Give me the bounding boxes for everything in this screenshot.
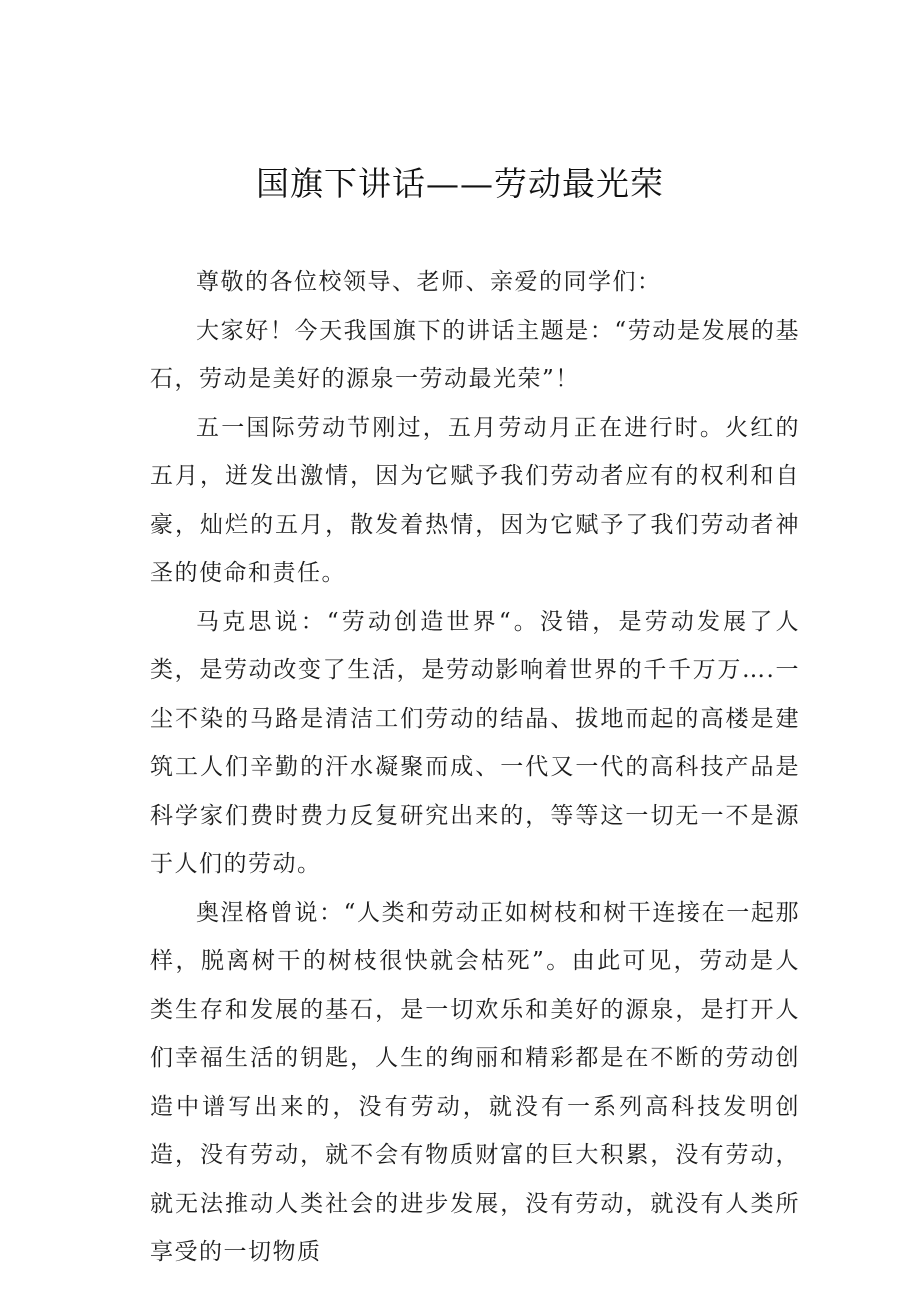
paragraph-topic: 大家好！今天我国旗下的讲话主题是：“劳动是发展的基石，劳动是美好的源泉一劳动最光荣”！ (150, 317, 800, 392)
paragraph-onegin-quote: 奥涅格曾说：“人类和劳动正如树枝和树干连接在一起那样，脱离树干的树枝很快就会枯死”。由此可见，劳动是人类生存和发展的基石，是一切欢乐和美好的源泉，是打开人们幸福生活的钥匙，人生的绚丽和精彩都是在不断的劳动创造中谱写出来的，没有劳动，就没有一系列高科技发明创造，没有劳动，就不会有物质财富的巨大积累，没有劳动，就无法推动人类社会的进步发展，没有劳动，就没有人类所享受的一切物质 (150, 899, 800, 1265)
paragraph-greeting: 尊敬的各位校领导、老师、亲爱的同学们： (196, 269, 662, 295)
paragraph-marx-quote: 马克思说：“劳动创造世界“。没错，是劳动发展了人类，是劳动改变了生活，是劳动影响着世界的千千万万….一尘不染的马路是清洁工们劳动的结晶、拔地而起的高楼是建筑工人们辛勤的汗水凝聚而成、一代又一代的高科技产品是科学家们费时费力反复研究出来的，等等这一切无一不是源于人们的劳动。 (150, 608, 800, 877)
paragraph-may-day: 五一国际劳动节刚过，五月劳动月正在进行时。火红的五月，迸发出激情，因为它赋予我们劳动者应有的权利和自豪，灿烂的五月，散发着热情，因为它赋予了我们劳动者神圣的使命和责任。 (150, 414, 800, 586)
document-body (150, 258, 800, 1277)
document-title: 国旗下讲话——劳动最光荣 (256, 164, 664, 203)
